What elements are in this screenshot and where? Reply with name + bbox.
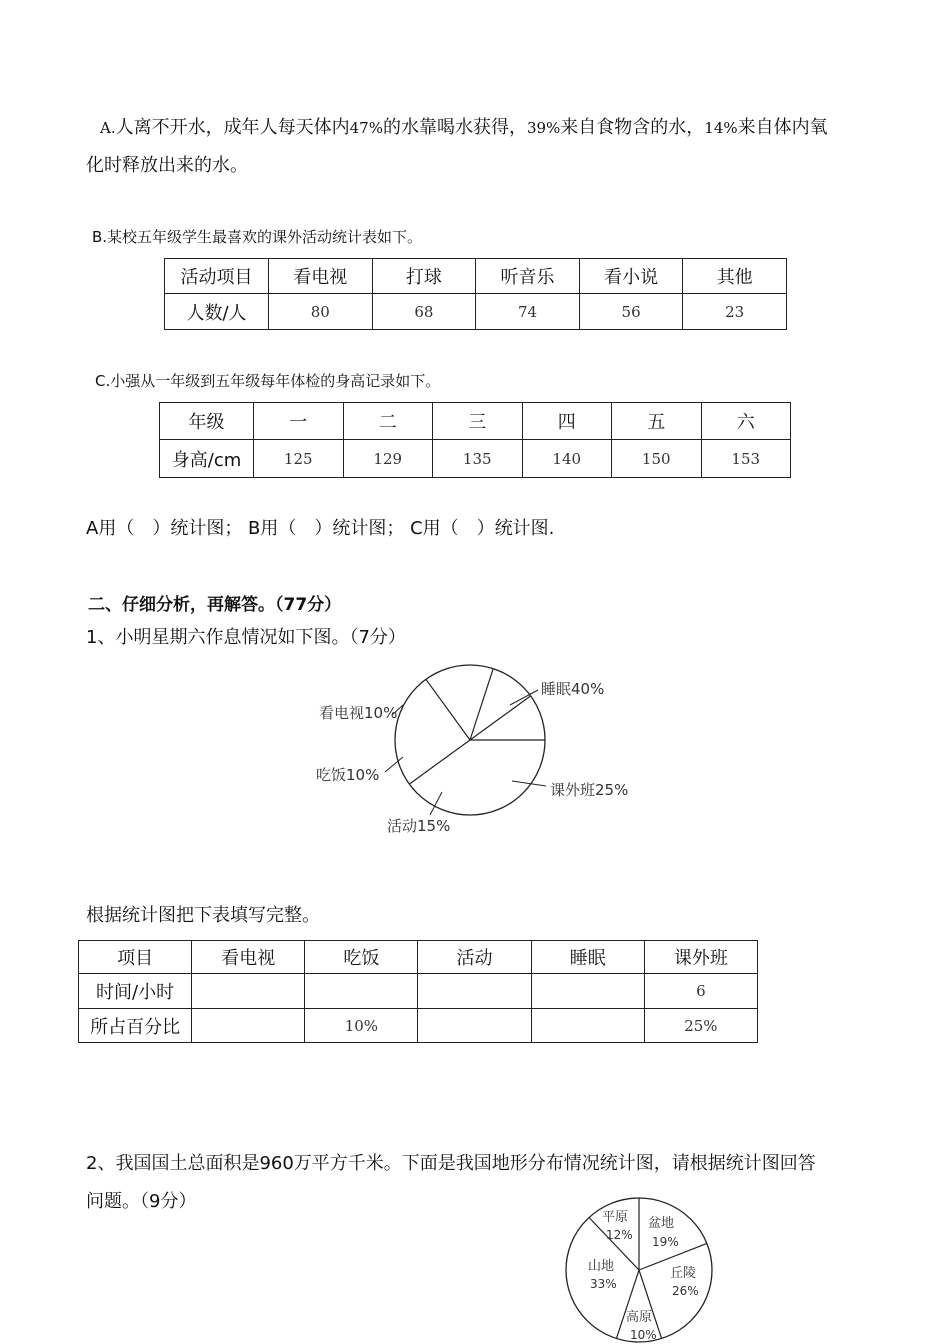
part-a-line1: A.人离不开水，成年人每天体内47%的水靠喝水获得，39%来自食物含的水，14%来自体内氧 (100, 117, 828, 138)
label-hill-pct: 26% (672, 1284, 699, 1298)
table-row-label: 人数/人 (165, 294, 269, 330)
table-header: 四 (522, 403, 612, 440)
table-cell (192, 1009, 305, 1043)
pie-divider-吃饭 (470, 669, 493, 740)
label-plain: 平原 (602, 1210, 629, 1225)
label-hill: 丘陵 (670, 1266, 697, 1281)
leader-line-0 (510, 690, 538, 705)
table-header: 一 (254, 403, 344, 440)
pie-1-group (385, 665, 546, 815)
part-c-title: C.小强从一年级到五年级每年体检的身高记录如下。 (95, 372, 441, 390)
table-header: 课外班 (644, 941, 757, 974)
schedule-pie-chart (300, 660, 660, 850)
label-sleep: 睡眠40% (541, 680, 605, 698)
pie-divider-活动 (426, 679, 470, 740)
table-cell (418, 974, 531, 1009)
question-1-instruction: 根据统计图把下表填写完整。 (86, 905, 320, 926)
table-cell: 135 (433, 440, 523, 478)
table-cell: 74 (476, 294, 580, 330)
question-2-line1: 2、我国国土总面积是960万平方千米。下面是我国地形分布情况统计图，请根据统计图回答 (86, 1153, 816, 1174)
table-cell: 68 (372, 294, 476, 330)
table-cell (192, 974, 305, 1009)
section-title: 二、仔细分析，再解答。（77分） (88, 595, 342, 615)
table-cell: 153 (701, 440, 791, 478)
table-row-label: 身高/cm (160, 440, 254, 478)
table-cell: 25% (644, 1009, 757, 1043)
table-header: 其他 (683, 259, 787, 294)
question-2-line2: 问题。（9分） (86, 1191, 197, 1212)
label-plateau-pct: 10% (630, 1328, 657, 1342)
table-header: 项目 (79, 941, 192, 974)
table-cell (305, 974, 418, 1009)
table-header: 五 (612, 403, 702, 440)
table-cell: 140 (522, 440, 612, 478)
pie-divider-课外班 (409, 740, 470, 784)
table-cell: 80 (269, 294, 373, 330)
table-cell (531, 1009, 644, 1043)
table-cell: 150 (612, 440, 702, 478)
part-a-label: A. (100, 119, 116, 137)
label-basin: 盆地 (648, 1216, 675, 1231)
table-cell: 6 (644, 974, 757, 1009)
table-row-label: 所占百分比 (79, 1009, 192, 1043)
question-1-title: 1、小明星期六作息情况如下图。（7分） (86, 627, 406, 648)
table-row-label: 时间/小时 (79, 974, 192, 1009)
table-cell: 10% (305, 1009, 418, 1043)
label-basin-pct: 19% (652, 1235, 679, 1249)
table-cell: 56 (579, 294, 683, 330)
table-header: 吃饭 (305, 941, 418, 974)
label-eat: 吃饭10% (316, 766, 380, 784)
table-header: 睡眠 (531, 941, 644, 974)
height-table (159, 402, 791, 478)
leader-line-3 (385, 757, 403, 772)
part-a-line2: 化时释放出来的水。 (86, 155, 248, 176)
part-b-title: B.某校五年级学生最喜欢的课外活动统计表如下。 (92, 228, 423, 246)
table-header: 六 (701, 403, 791, 440)
label-activity: 活动15% (387, 817, 451, 835)
table-header: 看电视 (192, 941, 305, 974)
table-cell (418, 1009, 531, 1043)
table-header: 看电视 (269, 259, 373, 294)
table-header: 三 (433, 403, 523, 440)
label-plain-pct: 12% (606, 1228, 633, 1242)
table-header: 活动 (418, 941, 531, 974)
table-header: 打球 (372, 259, 476, 294)
label-mountain-pct: 33% (590, 1277, 617, 1291)
table-header: 活动项目 (165, 259, 269, 294)
label-plateau: 高原 (626, 1310, 653, 1325)
table-header: 二 (343, 403, 433, 440)
leader-line-2 (430, 792, 442, 815)
activity-table (164, 258, 787, 330)
table-cell: 129 (343, 440, 433, 478)
terrain-pie-chart (560, 1192, 720, 1344)
label-mountain: 山地 (588, 1259, 615, 1274)
schedule-table (78, 940, 758, 1043)
fill-question: A用（ ）统计图； B用（ ）统计图； C用（ ）统计图. (86, 518, 555, 539)
table-header: 看小说 (579, 259, 683, 294)
table-header: 年级 (160, 403, 254, 440)
table-header: 听音乐 (476, 259, 580, 294)
pie-divider-看电视 (470, 696, 531, 740)
label-tv: 看电视10% (319, 704, 398, 722)
label-class: 课外班25% (550, 781, 629, 799)
table-cell: 23 (683, 294, 787, 330)
table-cell: 125 (254, 440, 344, 478)
table-cell (531, 974, 644, 1009)
